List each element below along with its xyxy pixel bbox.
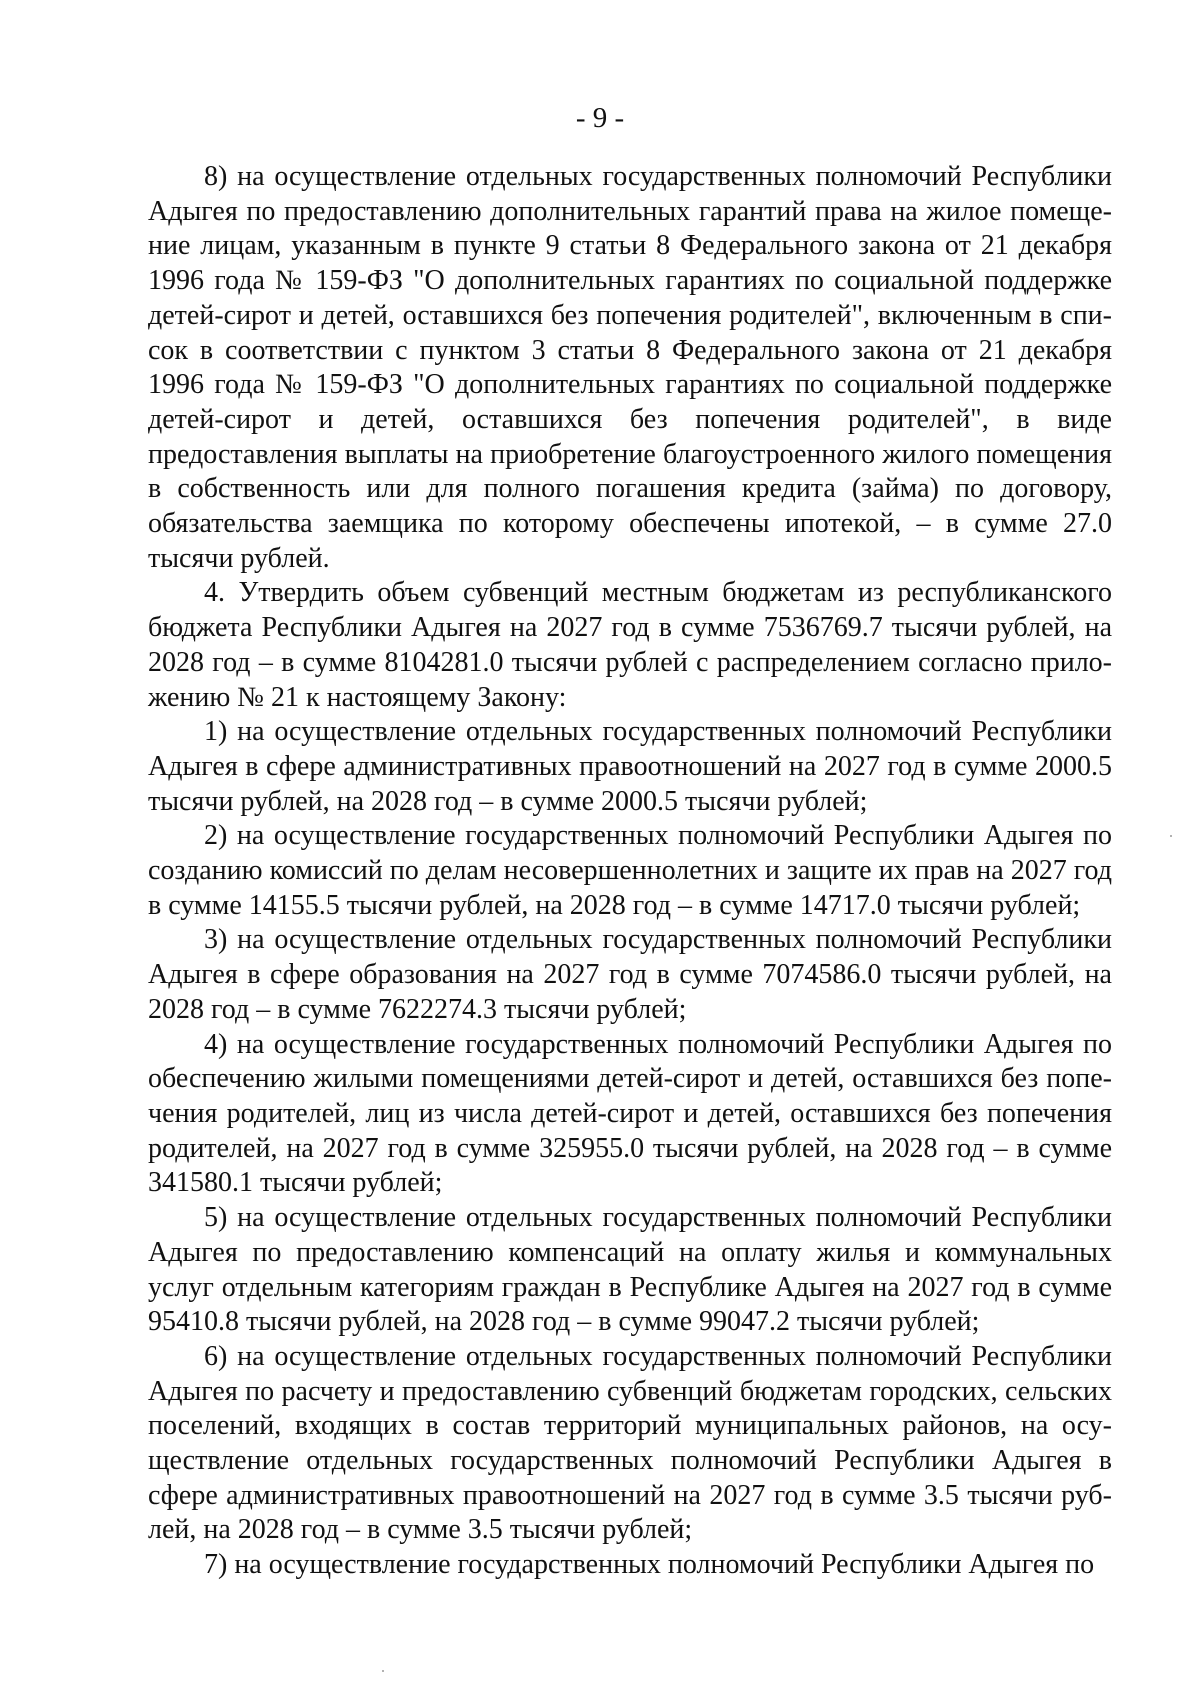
paragraph-subvention-7-continued: 7) на осуществление государственных полномочий Республики Адыгея по — [204, 1549, 1095, 1581]
paragraph-subvention-4-orphan-housing: 4) на осуществление государственных полномочий Республики Адыгея по обеспечению жилыми помещениями детей-сирот и детей, оставшихся без попечения родителей, лиц из числа детей-сирот и детей, оставшихся без попечения родителей, на 2027 год в сумме 325955.0 тысячи рублей, на 2028 год – в сумме 341580.1 тысячи рублей; — [148, 1028, 1112, 1199]
paragraph-subvention-6-settlement-subventions: 6) на осуществление отдельных государственных полномочий Республики Адыгея по расчету и предоставлению субвенций бюджетам городских, сельских поселений, входящих в состав территорий муниципальных районов, на осуществление отдельных государственных полномочий Республики Адыгея в сфере административных правоотношений на 2027 год в сумме 3.5 тысячи рублей, на 2028 год – в сумме 3.5 тысячи рублей; — [148, 1340, 1112, 1546]
paragraph-article-4-subventions-total: 4. Утвердить объем субвенций местным бюджетам из республиканского бюджета Республики Адыгея на 2027 год в сумме 7536769.7 тысячи рублей, на 2028 год – в сумме 8104281.0 тысячи рублей с распределением согласно приложению № 21 к настоящему Закону: — [148, 577, 1112, 713]
document-body — [148, 160, 1112, 1583]
paragraph-subvention-3-education: 3) на осуществление отдельных государственных полномочий Республики Адыгея в сфере образования на 2027 год в сумме 7074586.0 тысячи рублей, на 2028 год – в сумме 7622274.3 тысячи рублей; — [148, 924, 1112, 1025]
scan-speck — [382, 1670, 384, 1672]
paragraph-subvention-5-utility-compensation: 5) на осуществление отдельных государственных полномочий Республики Адыгея по предоставлению компенсаций на оплату жилья и коммунальных услуг отдельным категориям граждан в Республике Адыгея на 2027 год в сумме 95410.8 тысячи рублей, на 2028 год – в сумме 99047.2 тысячи рублей; — [148, 1202, 1112, 1338]
paragraph-subsidy-8-housing-guarantees: 8) на осуществление отдельных государственных полномочий Республики Адыгея по предоставлению дополнительных гарантий права на жилое помещение лицам, указанным в пункте 9 статьи 8 Федерального закона от 21 декабря 1996 года № 159-ФЗ "О дополнительных гарантиях по социальной поддержке детей-сирот и детей, оставшихся без попечения родителей", включенным в список в соответствии с пунктом 3 статьи 8 Федерального закона от 21 декабря 1996 года № 159-ФЗ "О дополнительных гарантиях по социальной поддержке детей-сирот и детей, оставшихся без попечения родителей", в виде предоставления выплаты на приобретение благоустроенного жилого помещения в собственность или для полного погашения кредита (займа) по договору, обязательства заемщика по которому обеспечены ипотекой, – в сумме 27.0 тысячи рублей. — [148, 161, 1112, 574]
paragraph-subvention-1-administrative: 1) на осуществление отдельных государственных полномочий Республики Адыгея в сфере административных правоотношений на 2027 год в сумме 2000.5 тысячи рублей, на 2028 год – в сумме 2000.5 тысячи рублей; — [148, 716, 1112, 817]
scan-speck — [1170, 835, 1172, 837]
page-number: - 9 - — [575, 102, 625, 134]
paragraph-subvention-2-juvenile-commissions: 2) на осуществление государственных полномочий Республики Адыгея по созданию комиссий по делам несовершеннолетних и защите их прав на 2027 год в сумме 14155.5 тысячи рублей, на 2028 год – в сумме 14717.0 тысячи рублей; — [148, 820, 1112, 921]
